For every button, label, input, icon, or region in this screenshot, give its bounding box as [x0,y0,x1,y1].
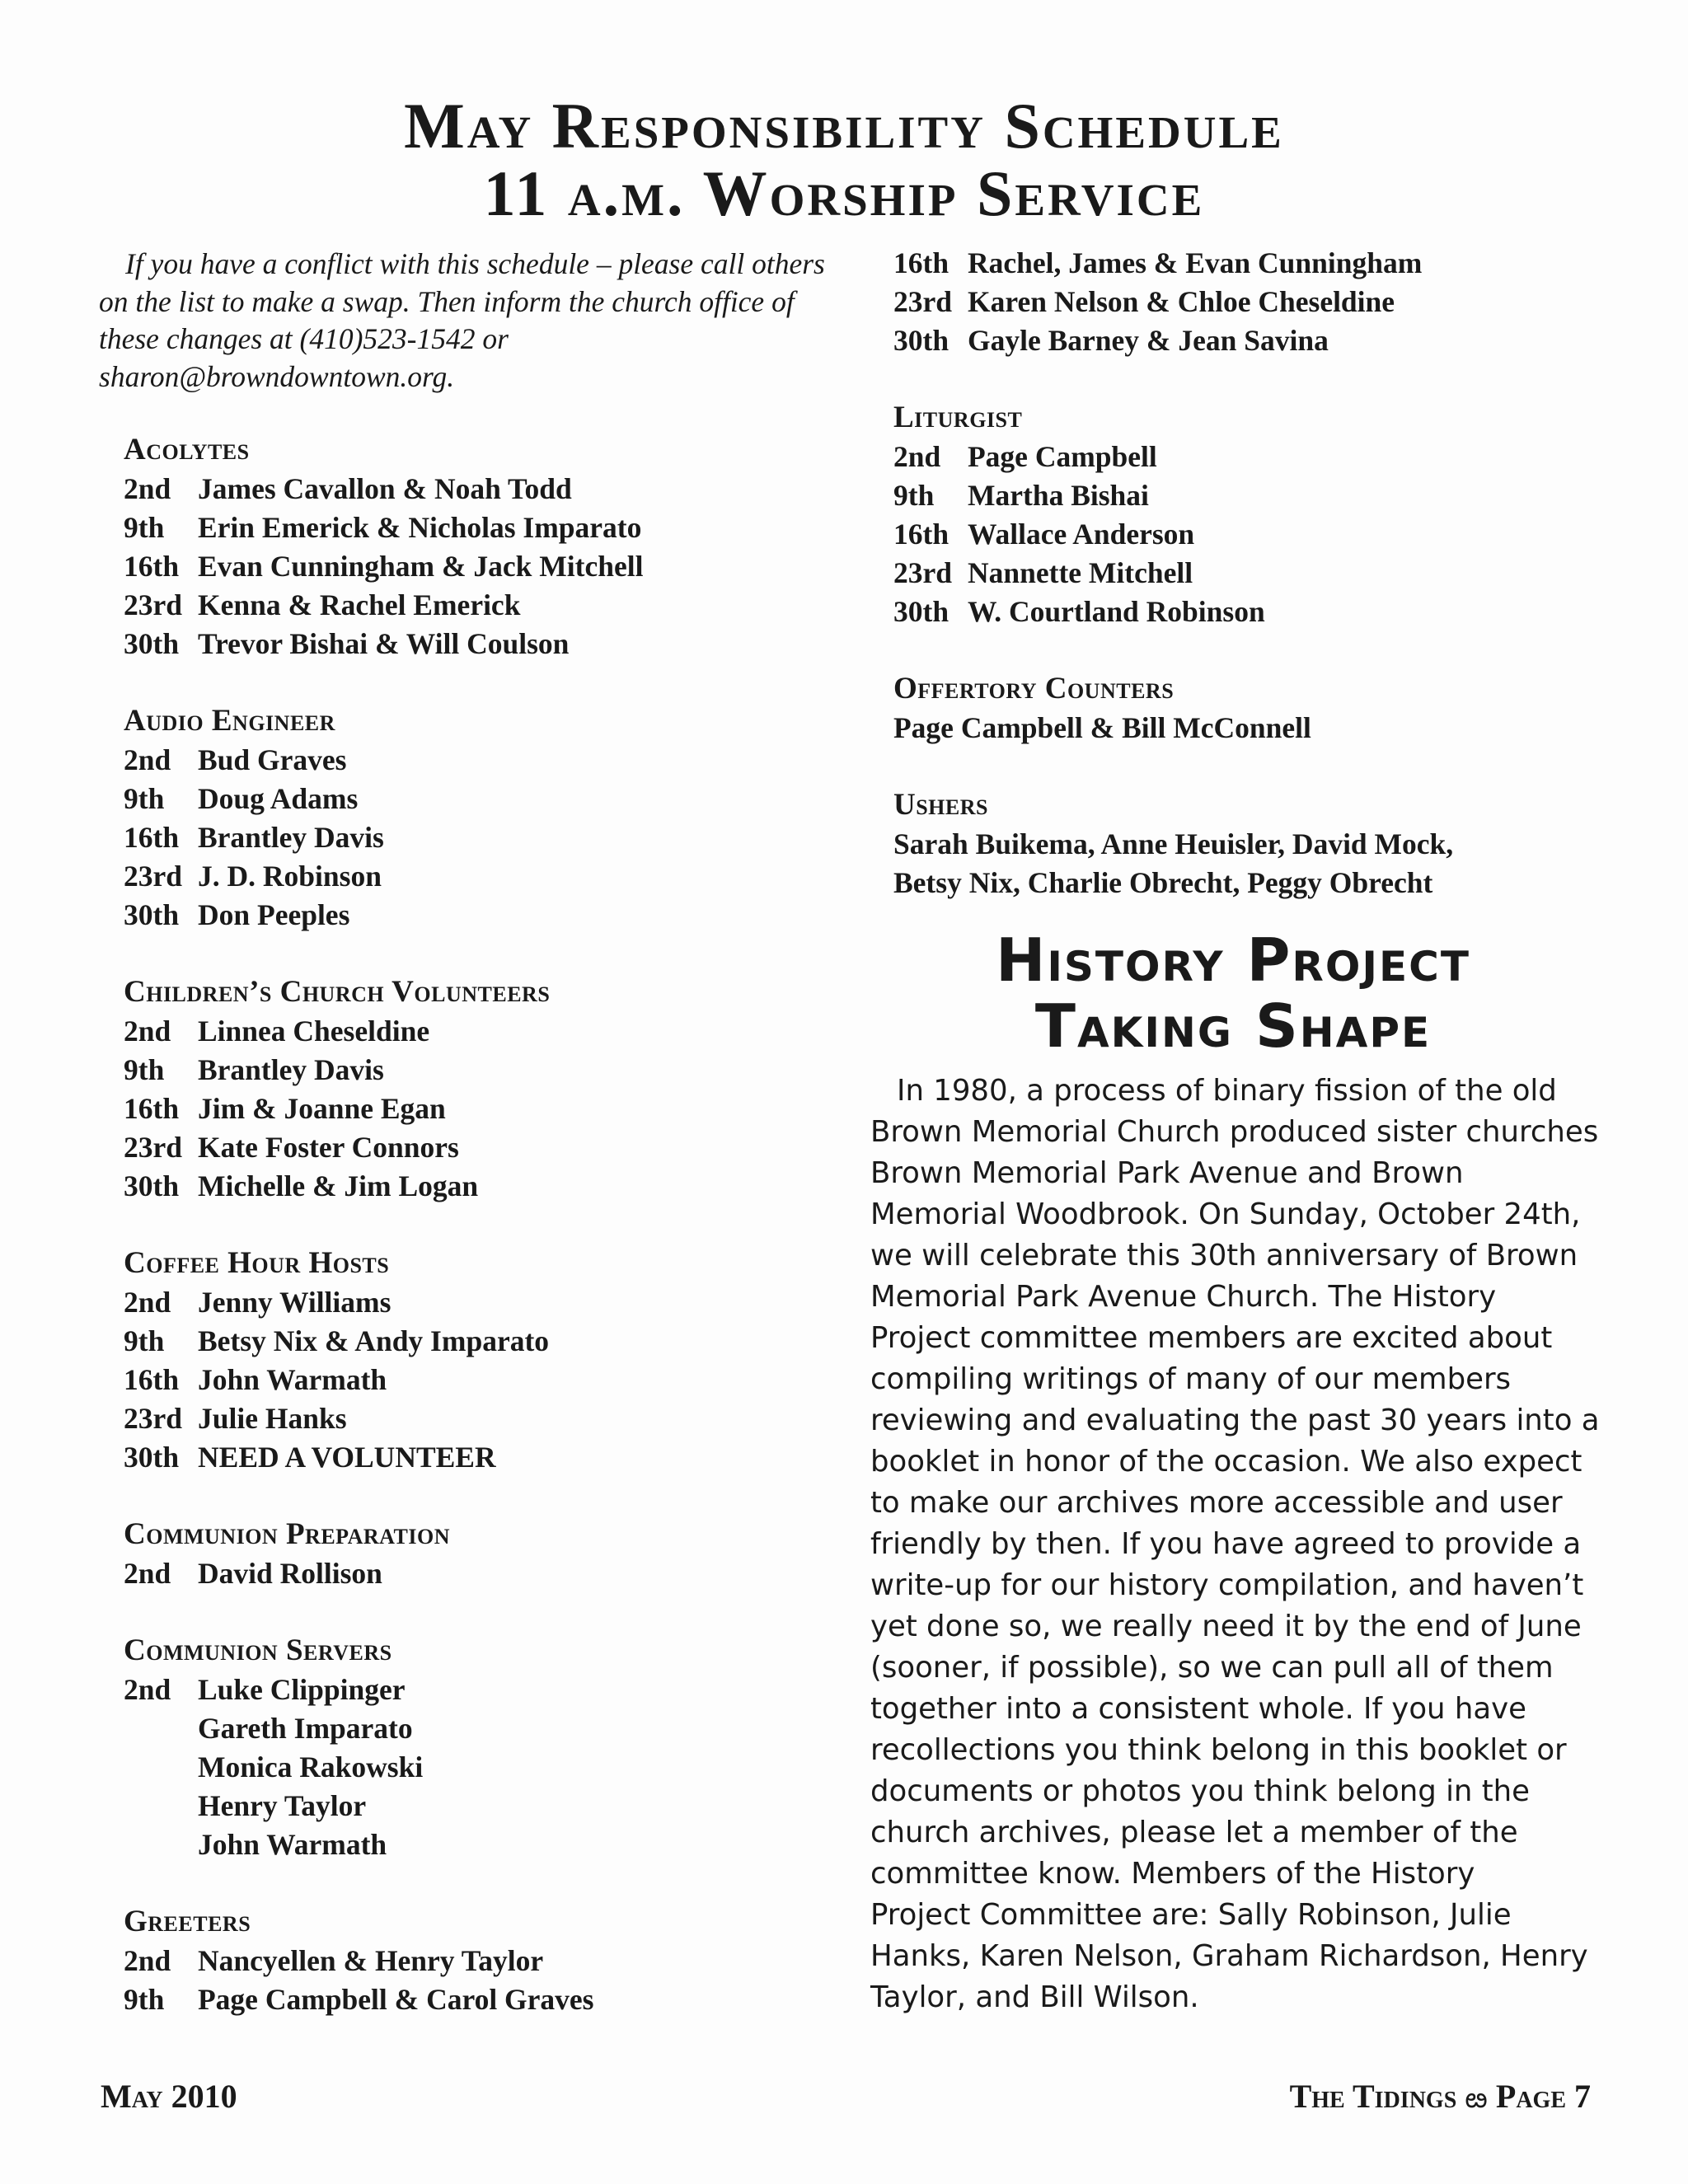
schedule-date: 30th [893,324,950,357]
schedule-row [124,1942,841,1980]
section-heading: Acolytes [124,433,250,466]
offertory-names: Page Campbell & Bill McConnell [893,711,1311,744]
schedule-date: 16th [124,550,180,583]
schedule-row [124,818,841,857]
schedule-date [124,1709,198,1748]
schedule-names: Page Campbell & Carol Graves [198,1983,594,2016]
schedule-names: John Warmath [198,1828,387,1861]
ushers-line-1: Sarah Buikema, Anne Heuisler, David Mock, [893,827,1454,860]
article-line: friendly by then. If you have agreed to provide a [870,1527,1582,1561]
schedule-date: 2nd [124,472,171,505]
footer-page-number: Page 7 [1495,2078,1591,2115]
schedule-row [124,1012,841,1051]
schedule-row [124,780,841,818]
schedule-names: Nannette Mitchell [968,556,1193,589]
schedule-row [124,1825,841,1864]
article-title [870,927,1596,1059]
page-title [0,92,1688,227]
article-line: reviewing and evaluating the past 30 years into a [870,1404,1600,1437]
schedule-names: J. D. Robinson [198,860,382,893]
schedule-names: Don Peeples [198,898,350,931]
schedule-date: 2nd [124,1673,171,1706]
schedule-row [893,515,1596,554]
ornament-icon: ఴ [1465,2083,1488,2114]
schedule-row [124,1283,841,1322]
section-coffee-hour [124,1244,841,1477]
article-line: write-up for our history compilation, and haven’t [870,1568,1584,1602]
section-liturgist [893,398,1596,631]
schedule-date: 2nd [124,1944,171,1977]
schedule-date: 9th [124,782,165,815]
article-line: yet done so, we really need it by the end of June [870,1610,1582,1643]
schedule-row [124,857,841,896]
schedule-names: James Cavallon & Noah Todd [198,472,572,505]
schedule-names: Brantley Davis [198,821,384,854]
schedule-row [124,1787,841,1825]
article-line: to make our archives more accessible and user [870,1486,1563,1520]
schedule-names: Erin Emerick & Nicholas Imparato [198,511,642,544]
section-heading: Children’s Church Volunteers [124,975,551,1009]
schedule-row [124,1322,841,1361]
section-heading: Liturgist [893,401,1023,434]
section-childrens-church [124,972,841,1206]
section-audio-engineer [124,701,841,935]
article-line: Hanks, Karen Nelson, Graham Richardson, Henry [870,1939,1588,1973]
section-offertory-counters [893,669,1596,748]
section-greeters [124,1902,841,2019]
intro-note: If you have a conflict with this schedule – please call others on the list to make a swap. Then inform the church office of these changes at (410)523-1542 or sharon@browndowntown.org. [99,247,825,393]
article-line: compiling writings of many of our members [870,1362,1512,1396]
schedule-names: Kate Foster Connors [198,1131,459,1164]
title-line-2: 11 a.m. Worship Service [483,157,1205,229]
schedule-row [124,896,841,935]
schedule-date: 9th [124,1053,165,1086]
schedule-names: Jim & Joanne Egan [198,1092,446,1125]
section-heading: Audio Engineer [124,704,335,738]
section-acolytes [124,430,841,663]
schedule-names: Martha Bishai [968,479,1149,512]
article-line: (sooner, if possible), so we can pull all of them [870,1651,1554,1685]
schedule-date: 30th [124,898,180,931]
schedule-date: 23rd [124,1131,182,1164]
schedule-rows [124,1671,841,1864]
schedule-rows [124,1942,841,2019]
schedule-rows [124,470,841,663]
schedule-names: Betsy Nix & Andy Imparato [198,1324,550,1357]
schedule-names: Henry Taylor [198,1789,367,1822]
article-title-line-1: History Project [996,926,1470,995]
schedule-date: 2nd [124,1557,171,1590]
schedule-names: Gayle Barney & Jean Savina [968,324,1329,357]
article-line: Project committee members are excited about [870,1321,1553,1355]
schedule-rows [124,1012,841,1206]
schedule-rows [893,244,1596,360]
section-communion-preparation [124,1515,841,1593]
schedule-names: David Rollison [198,1557,382,1590]
schedule-date: 16th [124,1363,180,1396]
schedule-names: Michelle & Jim Logan [198,1169,479,1202]
article-title-line-2: Taking Shape [1034,991,1432,1061]
footer-publication [1290,2077,1591,2121]
schedule-row [124,1051,841,1090]
schedule-row [893,244,1596,283]
schedule-names: Luke Clippinger [198,1673,406,1706]
schedule-names: Kenna & Rachel Emerick [198,588,521,621]
article-line: Brown Memorial Church produced sister churches [870,1115,1599,1149]
schedule-row [124,547,841,586]
schedule-names: Julie Hanks [198,1402,347,1435]
schedule-row [124,1128,841,1167]
schedule-names: Bud Graves [198,743,347,776]
section-ushers [893,785,1596,902]
schedule-date [124,1825,198,1864]
schedule-row [893,283,1596,321]
schedule-names: Evan Cunningham & Jack Mitchell [198,550,644,583]
schedule-rows [124,1554,841,1593]
schedule-names: Wallace Anderson [968,518,1195,551]
schedule-date: 30th [124,627,180,660]
schedule-row [124,586,841,625]
schedule-date: 2nd [124,1286,171,1319]
schedule-row [893,438,1596,476]
schedule-row [124,1438,841,1477]
footer-publication-name: The Tidings [1289,2078,1457,2115]
schedule-names: Monica Rakowski [198,1750,424,1783]
schedule-names: Page Campbell [968,440,1157,473]
schedule-rows [893,438,1596,631]
schedule-row [124,1554,841,1593]
schedule-date: 9th [124,1983,165,2016]
section-heading: Coffee Hour Hosts [124,1246,390,1280]
article-line: Project Committee are: Sally Robinson, Julie [870,1898,1512,1932]
schedule-row [124,1090,841,1128]
schedule-date [124,1787,198,1825]
schedule-names: Jenny Williams [198,1286,392,1319]
schedule-row [893,321,1596,360]
schedule-date: 23rd [893,556,952,589]
schedule-rows [124,741,841,935]
schedule-row [893,554,1596,593]
article-line: Memorial Park Avenue Church. The History [870,1280,1497,1314]
title-line-1: May Responsibility Schedule [404,90,1284,162]
schedule-row [124,470,841,509]
schedule-date [124,1748,198,1787]
schedule-date: 16th [893,518,950,551]
schedule-names: Nancyellen & Henry Taylor [198,1944,544,1977]
ushers-line-2: Betsy Nix, Charlie Obrecht, Peggy Obrecht [893,866,1433,899]
schedule-date: 9th [124,1324,165,1357]
schedule-row [124,1671,841,1709]
schedule-row [893,476,1596,515]
schedule-names: Rachel, James & Evan Cunningham [968,246,1423,279]
schedule-row [124,1361,841,1399]
article-body [870,1071,1600,2018]
schedule-row [124,741,841,780]
schedule-names: W. Courtland Robinson [968,595,1265,628]
schedule-date: 9th [893,479,935,512]
schedule-date: 16th [124,1092,180,1125]
article-line: documents or photos you think belong in the [870,1774,1530,1808]
schedule-rows [124,1283,841,1477]
left-column [99,246,841,2057]
schedule-row [124,509,841,547]
article-line: together into a consistent whole. If you have [870,1692,1526,1726]
section-heading: Greeters [124,1905,251,1938]
article-line: Brown Memorial Park Avenue and Brown [870,1156,1464,1190]
article-line: committee know. Members of the History [870,1857,1475,1891]
article-line: recollections you think belong in this booklet or [870,1733,1567,1767]
article-line: In 1980, a process of binary fission of the old [897,1074,1557,1108]
article-line: church archives, please let a member of the [870,1816,1518,1849]
schedule-date: 23rd [124,860,182,893]
section-heading: Ushers [893,788,988,822]
schedule-date: 23rd [893,285,952,318]
section-heading: Offertory Counters [893,672,1175,705]
article-line: Taylor, and Bill Wilson. [870,1980,1199,2014]
section-heading: Communion Preparation [124,1517,450,1551]
schedule-names: Trevor Bishai & Will Coulson [198,627,570,660]
schedule-names: Doug Adams [198,782,359,815]
schedule-names: Karen Nelson & Chloe Cheseldine [968,285,1395,318]
footer-issue-date: May 2010 [101,2078,237,2115]
schedule-date: 2nd [124,1015,171,1047]
schedule-row [124,1167,841,1206]
schedule-date: 23rd [124,1402,182,1435]
schedule-row [124,1980,841,2019]
article-line: we will celebrate this 30th anniversary of Brown [870,1239,1578,1272]
schedule-names: John Warmath [198,1363,387,1396]
schedule-date: 16th [124,821,180,854]
schedule-names: NEED A VOLUNTEER [198,1441,496,1474]
article-line: booklet in honor of the occasion. We also expect [870,1445,1582,1479]
article-line: Memorial Woodbrook. On Sunday, October 24th, [870,1197,1581,1231]
schedule-date: 9th [124,511,165,544]
schedule-date: 30th [124,1169,180,1202]
schedule-date: 23rd [124,588,182,621]
schedule-names: Gareth Imparato [198,1712,413,1745]
schedule-row [893,593,1596,631]
right-column [870,246,1600,2018]
schedule-date: 16th [893,246,950,279]
schedule-row [124,625,841,663]
schedule-row [124,1709,841,1748]
schedule-row [124,1748,841,1787]
schedule-date: 2nd [124,743,171,776]
schedule-date: 30th [893,595,950,628]
schedule-row [124,1399,841,1438]
schedule-date: 30th [124,1441,180,1474]
schedule-date: 2nd [893,440,941,473]
section-heading: Communion Servers [124,1633,392,1667]
section-greeters-continued [893,244,1596,360]
schedule-names: Linnea Cheseldine [198,1015,430,1047]
schedule-names: Brantley Davis [198,1053,384,1086]
section-communion-servers [124,1631,841,1864]
